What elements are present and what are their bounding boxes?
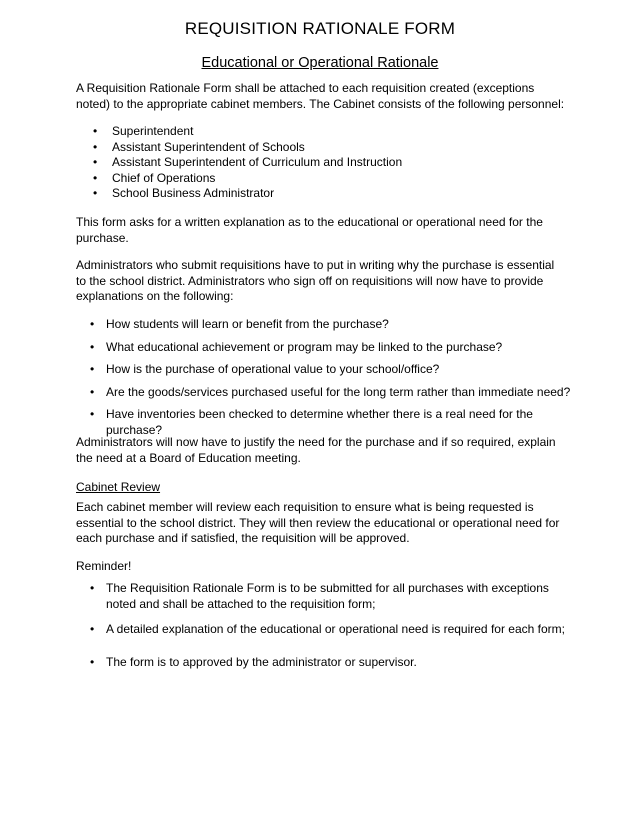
bullet-icon: • xyxy=(93,124,98,138)
bullet-icon: • xyxy=(90,622,95,636)
question-text: What educational achievement or program may be linked to the purchase? xyxy=(106,339,503,354)
cabinet-personnel-list xyxy=(76,124,556,202)
reminder-list xyxy=(76,581,566,673)
list-item xyxy=(76,317,576,340)
bullet-icon: • xyxy=(90,317,95,331)
question-text: How is the purchase of operational value to your school/office? xyxy=(106,362,440,376)
bullet-icon: • xyxy=(90,339,95,354)
page-title: REQUISITION RATIONALE FORM xyxy=(184,19,456,38)
personnel-label: Assistant Superintendent of Schools xyxy=(112,139,305,154)
bullet-icon: • xyxy=(90,384,95,399)
reminder-text: The form is to approved by the administrator or supervisor. xyxy=(106,655,417,669)
list-item xyxy=(76,155,556,171)
explanation-questions-list xyxy=(76,317,576,437)
personnel-label: Chief of Operations xyxy=(112,170,216,185)
personnel-label: Assistant Superintendent of Curriculum and Instruction xyxy=(112,155,403,169)
page-subtitle: Educational or Operational Rationale xyxy=(201,55,439,71)
list-item xyxy=(76,407,576,437)
reminder-heading: Reminder! xyxy=(76,559,132,573)
question-text: Are the goods/services purchased useful for the long term rather than immediate need? xyxy=(106,384,571,399)
list-item xyxy=(76,171,556,187)
bullet-icon: • xyxy=(93,139,98,154)
bullet-icon: • xyxy=(93,186,98,200)
cabinet-review-paragraph: Each cabinet member will review each requisition to ensure what is being requested is essential to the school district. They will then review the educational or operational need for each purchase and if satisfied, the requisition will be approved. xyxy=(76,500,560,545)
justify-paragraph: Administrators will now have to justify the need for the purchase and if so required, explain the need at a Board of Education meeting. xyxy=(76,435,556,465)
intro-paragraph: A Requisition Rationale Form shall be attached to each requisition created (exceptions noted) to the appropriate cabinet members. The Cabinet consists of the following personnel: xyxy=(76,81,565,111)
list-item xyxy=(76,124,556,140)
list-item xyxy=(76,186,556,202)
personnel-label: School Business Administrator xyxy=(112,186,275,200)
personnel-label: Superintendent xyxy=(112,124,194,138)
reminder-text: The Requisition Rationale Form is to be submitted for all purchases with exceptions noted and shall be attached to the requisition form; xyxy=(106,581,549,611)
list-item xyxy=(76,340,576,363)
list-item xyxy=(76,140,556,156)
bullet-icon: • xyxy=(90,362,95,376)
administrators-paragraph: Administrators who submit requisitions have to put in writing why the purchase is essential to the school district. Administrators who sign off on requisitions will now have to provide explanations on the following: xyxy=(76,258,555,303)
question-text: How students will learn or benefit from the purchase? xyxy=(106,317,389,331)
bullet-icon: • xyxy=(90,407,95,421)
list-item xyxy=(76,385,576,408)
list-item xyxy=(76,655,566,673)
bullet-icon: • xyxy=(90,655,95,669)
bullet-icon: • xyxy=(93,170,98,185)
question-text: Have inventories been checked to determine whether there is a real need for the purchase? xyxy=(106,407,533,437)
reminder-text: A detailed explanation of the educational or operational need is required for each form; xyxy=(106,622,565,636)
bullet-icon: • xyxy=(93,155,98,169)
form-purpose-paragraph: This form asks for a written explanation as to the educational or operational need for the purchase. xyxy=(76,215,543,245)
bullet-icon: • xyxy=(90,581,95,595)
list-item xyxy=(76,581,566,622)
list-item xyxy=(76,622,566,655)
list-item xyxy=(76,362,576,385)
cabinet-review-heading: Cabinet Review xyxy=(76,480,161,494)
